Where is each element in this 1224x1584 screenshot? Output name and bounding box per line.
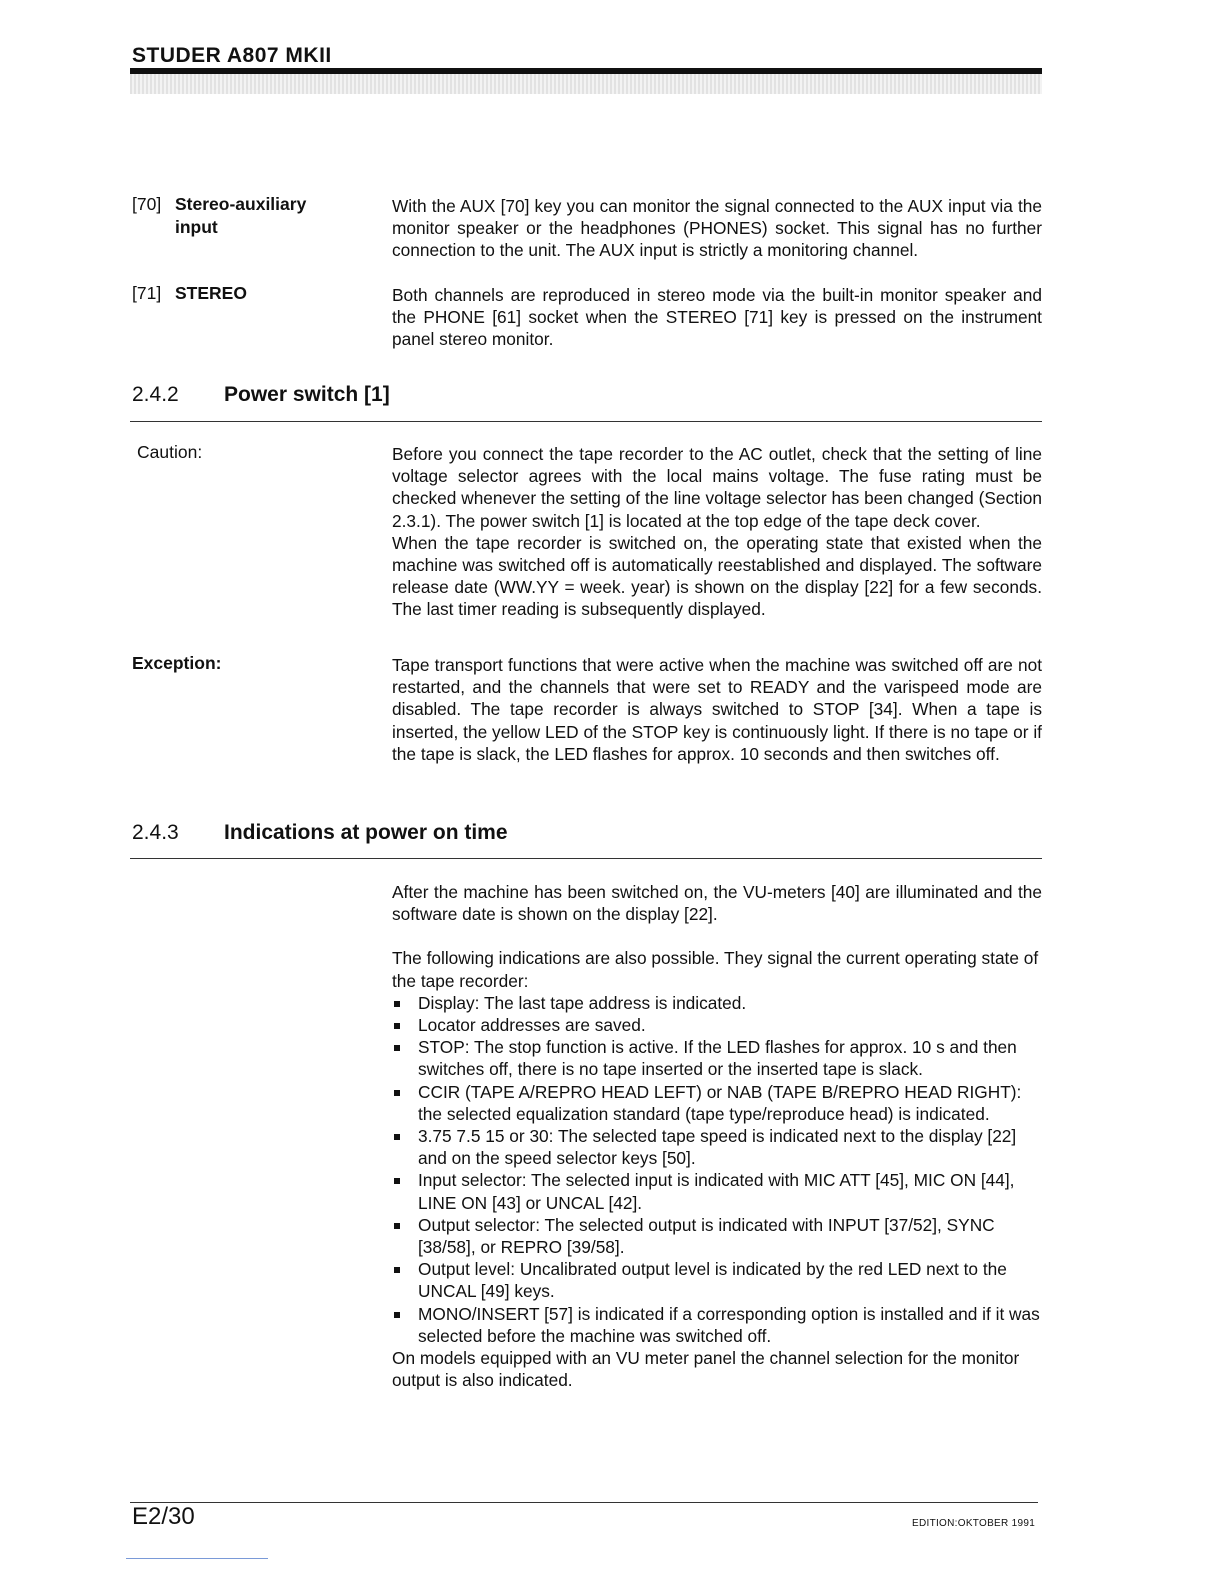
item-70-number: [70] xyxy=(132,194,162,214)
item-70-label xyxy=(132,193,306,239)
section-title: Power switch [1] xyxy=(224,383,390,406)
section-title: Indications at power on time xyxy=(224,821,508,844)
footer-rule xyxy=(130,1502,1038,1503)
list-item: MONO/INSERT [57] is indicated if a corresponding option is installed and if it was selected before the machine was switched off. xyxy=(392,1303,1042,1347)
scan-artifact-line xyxy=(126,1558,268,1559)
list-item: Input selector: The selected input is indicated with MIC ATT [45], MIC ON [44], LINE ON [43] or UNCAL [42]. xyxy=(392,1169,1042,1213)
list-item: Locator addresses are saved. xyxy=(392,1014,1042,1036)
item-70-description xyxy=(392,195,1042,262)
list-item: 3.75 7.5 15 or 30: The selected tape speed is indicated next to the display [22] and on the speed selector keys [50]. xyxy=(392,1125,1042,1169)
indications-intro: After the machine has been switched on, the VU-meters [40] are illuminated and the software date is shown on the display [22]. xyxy=(392,882,1042,925)
exception-text-block xyxy=(392,654,1042,765)
indications-closing: On models equipped with an VU meter panel the channel selection for the monitor output is also indicated. xyxy=(392,1348,1020,1391)
section-2-4-2-heading xyxy=(132,383,390,407)
caution-paragraph-2: When the tape recorder is switched on, the operating state that existed when the machine was switched off is automatically reestablished and displayed. The software release date (WW.YY = week. year) is shown on the display [22] for a few seconds. The last timer reading is subsequently displayed. xyxy=(392,532,1042,620)
list-item: STOP: The stop function is active. If the LED flashes for approx. 10 s and then switches off, there is no tape inserted or the inserted tape is slack. xyxy=(392,1036,1042,1080)
caution-label: Caution: xyxy=(137,442,203,462)
indications-text-block xyxy=(392,881,1042,1391)
section-divider xyxy=(130,421,1042,422)
item-71-label xyxy=(132,282,247,305)
item-71-title: STEREO xyxy=(175,283,247,303)
item-71-description xyxy=(392,284,1042,351)
caution-paragraph-1: Before you connect the tape recorder to the AC outlet, check that the setting of line voltage selector agrees with the local mains voltage. The fuse rating must be checked whenever the setting of the line voltage selector has been changed (Section 2.3.1). The power switch [1] is located at the top edge of the tape deck cover. xyxy=(392,444,1042,531)
indications-list xyxy=(392,992,1042,1347)
exception-paragraph: Tape transport functions that were active when the machine was switched off are not restarted, and the channels that were set to READY and the varispeed mode are disabled. The tape recorder is always switched to STOP [34]. When a tape is inserted, the yellow LED of the STOP key is continuously light. If there is no tape or if the tape is slack, the LED flashes for approx. 10 seconds and then switches off. xyxy=(392,655,1042,764)
section-divider xyxy=(130,858,1042,859)
exception-label: Exception: xyxy=(132,653,222,673)
item-70-text: With the AUX [70] key you can monitor the signal connected to the AUX input via the monitor speaker or the headphones (PHONES) socket. This signal has no further connection to the unit. The AUX input is strictly a monitoring channel. xyxy=(392,196,1042,261)
section-2-4-3-heading xyxy=(132,821,508,845)
list-item: Display: The last tape address is indicated. xyxy=(392,992,1042,1014)
item-70-title-line2: input xyxy=(175,217,218,237)
item-70-title: Stereo-auxiliary xyxy=(175,194,307,214)
list-item: Output selector: The selected output is indicated with INPUT [37/52], SYNC [38/58], or REPRO [39/58]. xyxy=(392,1214,1042,1258)
caution-text-block xyxy=(392,443,1042,621)
page-number: E2/30 xyxy=(132,1503,195,1530)
item-71-text: Both channels are reproduced in stereo mode via the built-in monitor speaker and the PHONE [61] socket when the STEREO [71] key is pressed on the instrument panel stereo monitor. xyxy=(392,285,1042,350)
section-number: 2.4.3 xyxy=(132,821,179,844)
list-item: CCIR (TAPE A/REPRO HEAD LEFT) or NAB (TAPE B/REPRO HEAD RIGHT): the selected equalization standard (tape type/reproduce head) is indicated. xyxy=(392,1081,1042,1125)
edition-note: EDITION:OKTOBER 1991 xyxy=(912,1518,1036,1529)
document-header-title: STUDER A807 MKII xyxy=(132,44,332,67)
item-71-number: [71] xyxy=(132,283,162,303)
header-shaded-band xyxy=(130,74,1042,94)
list-item: Output level: Uncalibrated output level is indicated by the red LED next to the UNCAL [49] keys. xyxy=(392,1258,1042,1302)
indications-lead: The following indications are also possible. They signal the current operating state of the tape recorder: xyxy=(392,948,1039,991)
section-number: 2.4.2 xyxy=(132,383,179,406)
